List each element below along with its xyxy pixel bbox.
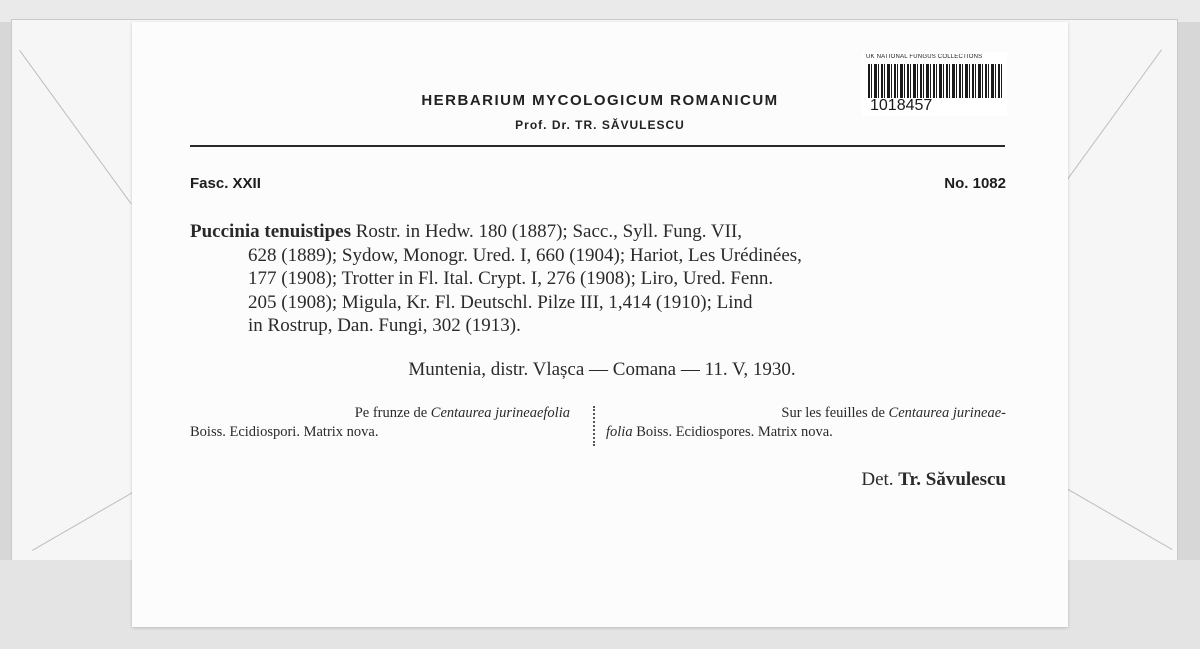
determiner-prefix: Det. bbox=[861, 469, 899, 490]
barcode-caption: UK NATIONAL FUNGUS COLLECTIONS bbox=[866, 54, 983, 60]
barcode-icon bbox=[868, 64, 1002, 98]
host-name: Centaurea jurineae- bbox=[888, 405, 1006, 421]
citation-line: 205 (1908); Migula, Kr. Fl. Deutschl. Pilze III, 1,414 (1910); Lind bbox=[248, 291, 753, 313]
determiner bbox=[692, 469, 1006, 491]
host-prefix: Pe frunze de bbox=[354, 405, 431, 421]
envelope-fold-bottom-right bbox=[1059, 484, 1172, 550]
host-line bbox=[190, 404, 570, 423]
citation-text: Rostr. in Hedw. 180 (1887); Sacc., Syll. Fung. VII, bbox=[350, 221, 743, 242]
host-name: Centaurea jurineaefolia bbox=[430, 405, 570, 421]
host-line-text: Boiss. Ecidiospores. Matrix nova. bbox=[632, 424, 833, 440]
host-prefix: Sur les feuilles de bbox=[781, 405, 889, 421]
specimen-label bbox=[132, 22, 1068, 627]
herbarium-director: Prof. Dr. TR. SĂVULESCU bbox=[515, 118, 685, 132]
header-rule bbox=[190, 145, 1005, 147]
envelope-fold-left bbox=[19, 50, 131, 204]
species-name: Puccinia tenuistipes bbox=[190, 221, 351, 242]
column-divider bbox=[593, 406, 596, 446]
citation-line bbox=[190, 220, 1006, 244]
host-note-romanian bbox=[190, 404, 570, 442]
host-line bbox=[606, 404, 1006, 423]
citation-line: in Rostrup, Dan. Fungi, 302 (1913). bbox=[248, 315, 521, 336]
species-citation bbox=[190, 220, 1006, 338]
determiner-name: Tr. Săvulescu bbox=[898, 469, 1006, 490]
host-note-french bbox=[606, 404, 1006, 442]
collection-locality: Muntenia, distr. Vlașca — Comana — 11. V, 1930. bbox=[408, 359, 796, 380]
barcode-sticker bbox=[862, 52, 1007, 116]
herbarium-title: HERBARIUM MYCOLOGICUM ROMANICUM bbox=[421, 92, 779, 109]
host-line bbox=[606, 423, 1006, 442]
citation-line: 628 (1889); Sydow, Monogr. Ured. I, 660 (1904); Hariot, Les Urédinées, bbox=[248, 244, 802, 266]
citation-line: 177 (1908); Trotter in Fl. Ital. Crypt. I, 276 (1908); Liro, Ured. Fenn. bbox=[248, 268, 774, 289]
exsiccata-number: No. 1082 bbox=[944, 175, 1006, 192]
fascicle-number: Fasc. XXII bbox=[190, 175, 261, 192]
backdrop-top bbox=[0, 0, 1200, 22]
host-name-continued: folia bbox=[606, 424, 633, 440]
barcode-number: 1018457 bbox=[870, 97, 933, 114]
host-line: Boiss. Ecidiospori. Matrix nova. bbox=[190, 424, 379, 440]
